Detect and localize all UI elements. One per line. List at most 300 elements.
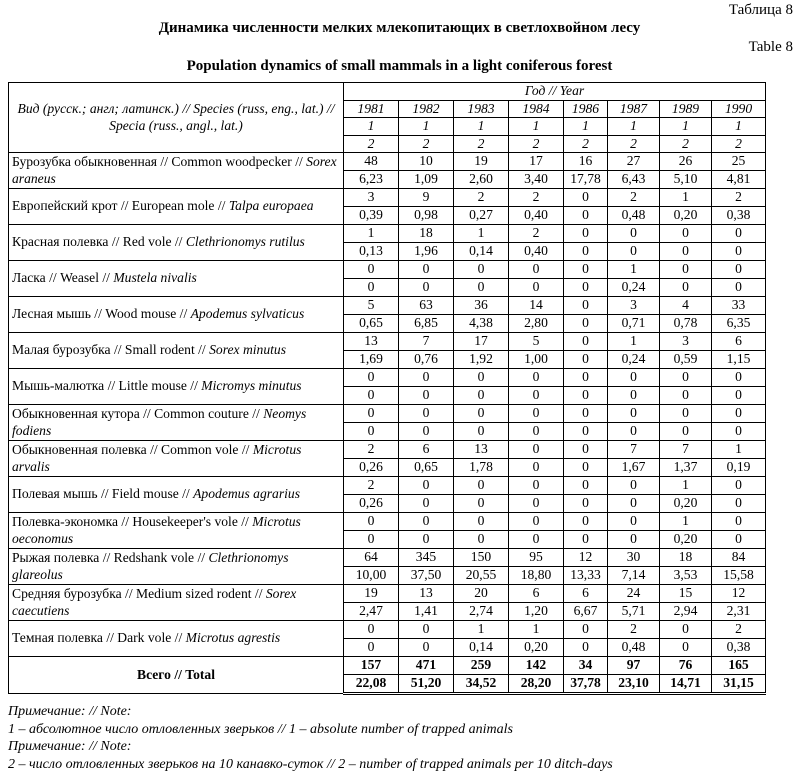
species-name-cell <box>9 405 344 441</box>
table-row <box>9 153 766 171</box>
species-common-name: Средняя бурозубка // Medium sized rodent // <box>12 586 266 601</box>
table-row <box>9 513 766 531</box>
count-cell: 2 <box>344 477 399 495</box>
count-cell: 2 <box>509 189 564 207</box>
rate-cell: 0 <box>564 459 608 477</box>
rate-cell: 15,58 <box>712 567 766 585</box>
rate-cell: 0 <box>344 423 399 441</box>
total-row <box>9 657 766 675</box>
count-cell: 1 <box>509 621 564 639</box>
rate-cell: 7,14 <box>608 567 660 585</box>
year-header: 1982 <box>399 100 454 118</box>
count-cell: 84 <box>712 549 766 567</box>
table-row <box>9 549 766 567</box>
species-common-name: Рыжая полевка // Redshank vole // <box>12 550 209 565</box>
rate-cell: 0 <box>454 279 509 297</box>
rate-cell: 0 <box>712 279 766 297</box>
rate-cell: 0 <box>509 423 564 441</box>
species-common-name: Красная полевка // Red vole // <box>12 234 186 250</box>
total-count-cell: 165 <box>712 657 766 675</box>
count-cell: 2 <box>712 189 766 207</box>
rate-cell: 0,20 <box>660 531 712 549</box>
index-2-header: 2 <box>399 135 454 153</box>
rate-cell: 0 <box>608 531 660 549</box>
rate-cell: 0 <box>399 639 454 657</box>
rate-cell: 5,71 <box>608 603 660 621</box>
rate-cell: 0 <box>564 207 608 225</box>
year-header: 1989 <box>660 100 712 118</box>
total-rate-cell: 51,20 <box>399 675 454 694</box>
count-cell: 95 <box>509 549 564 567</box>
count-cell: 12 <box>564 549 608 567</box>
rate-cell: 1,09 <box>399 171 454 189</box>
count-cell: 3 <box>660 333 712 351</box>
species-common-name: Обыкновенная кутора // Common couture // <box>12 406 264 421</box>
species-name-cell <box>9 477 344 513</box>
rate-cell: 3,53 <box>660 567 712 585</box>
count-cell: 1 <box>454 621 509 639</box>
rate-cell: 0 <box>712 423 766 441</box>
rate-cell: 0 <box>712 243 766 261</box>
table-row <box>9 585 766 603</box>
rate-cell: 0 <box>608 423 660 441</box>
count-cell: 0 <box>712 513 766 531</box>
rate-cell: 0 <box>712 387 766 405</box>
count-cell: 0 <box>399 513 454 531</box>
rate-cell: 0,78 <box>660 315 712 333</box>
species-common-name: Европейский крот // European mole // <box>12 198 229 214</box>
count-cell: 17 <box>509 153 564 171</box>
table-row <box>9 621 766 639</box>
rate-cell: 0,26 <box>344 495 399 513</box>
count-cell: 1 <box>608 261 660 279</box>
rate-cell: 0,24 <box>608 279 660 297</box>
count-cell: 6 <box>509 585 564 603</box>
rate-cell: 1,00 <box>509 351 564 369</box>
count-cell: 19 <box>344 585 399 603</box>
rate-cell: 0 <box>344 279 399 297</box>
note-1-label: Примечание: // Note: <box>8 704 132 719</box>
total-label: Всего // Total <box>9 657 344 694</box>
rate-cell: 0 <box>399 531 454 549</box>
table-row <box>9 297 766 315</box>
count-cell: 6 <box>564 585 608 603</box>
count-cell: 150 <box>454 549 509 567</box>
rate-cell: 0 <box>344 639 399 657</box>
species-latin-name: Sorex caecutiens <box>12 586 297 618</box>
rate-cell: 0 <box>660 639 712 657</box>
count-cell: 0 <box>660 405 712 423</box>
count-cell: 0 <box>564 477 608 495</box>
species-common-name: Ласка // Weasel // <box>12 270 114 286</box>
species-common-name: Обыкновенная полевка // Common vole // <box>12 442 253 457</box>
rate-cell: 0,24 <box>608 351 660 369</box>
table-row <box>9 225 766 243</box>
rate-cell: 2,80 <box>509 315 564 333</box>
species-common-name: Малая бурозубка // Small rodent // <box>12 342 210 358</box>
index-1-header: 1 <box>608 118 660 136</box>
rate-cell: 0 <box>608 387 660 405</box>
rate-cell: 0 <box>454 531 509 549</box>
species-latin-name: Neomys fodiens <box>12 406 307 438</box>
rate-cell: 0,20 <box>660 495 712 513</box>
rate-cell: 1,69 <box>344 351 399 369</box>
count-cell: 0 <box>344 621 399 639</box>
total-count-cell: 157 <box>344 657 399 675</box>
rate-cell: 1,92 <box>454 351 509 369</box>
rate-cell: 0 <box>454 495 509 513</box>
rate-cell: 0 <box>399 495 454 513</box>
rate-cell: 0 <box>454 387 509 405</box>
count-cell: 0 <box>564 333 608 351</box>
count-cell: 0 <box>509 441 564 459</box>
rate-cell: 0 <box>564 243 608 261</box>
count-cell: 5 <box>509 333 564 351</box>
count-cell: 1 <box>660 513 712 531</box>
rate-cell: 0,26 <box>344 459 399 477</box>
rate-cell: 4,38 <box>454 315 509 333</box>
index-1-header: 1 <box>660 118 712 136</box>
count-cell: 0 <box>608 477 660 495</box>
table-label-en: Table 8 <box>748 39 793 55</box>
rate-cell: 0 <box>564 495 608 513</box>
table-row <box>9 333 766 351</box>
count-cell: 0 <box>399 369 454 387</box>
count-cell: 0 <box>660 621 712 639</box>
year-header: 1984 <box>509 100 564 118</box>
species-column-header: Вид (русск.; англ; латинск.) // Species (russ, eng., lat.) // Specia (russ., angl., lat.) <box>9 83 344 153</box>
rate-cell: 0 <box>608 243 660 261</box>
count-cell: 0 <box>454 261 509 279</box>
year-group-header: Год // Year <box>344 83 766 101</box>
rate-cell: 0,27 <box>454 207 509 225</box>
index-2-header: 2 <box>564 135 608 153</box>
rate-cell: 18,80 <box>509 567 564 585</box>
species-common-name: Полевка-экономка // Housekeeper's vole // <box>12 514 253 529</box>
count-cell: 0 <box>660 369 712 387</box>
rate-cell: 0 <box>712 531 766 549</box>
rate-cell: 10,00 <box>344 567 399 585</box>
count-cell: 0 <box>509 405 564 423</box>
count-cell: 0 <box>509 477 564 495</box>
count-cell: 0 <box>564 621 608 639</box>
rate-cell: 2,47 <box>344 603 399 621</box>
rate-cell: 0 <box>564 639 608 657</box>
total-rate-cell: 28,20 <box>509 675 564 694</box>
rate-cell: 0 <box>564 351 608 369</box>
rate-cell: 1,78 <box>454 459 509 477</box>
species-name-cell <box>9 225 344 261</box>
index-1-header: 1 <box>509 118 564 136</box>
rate-cell: 0,14 <box>454 243 509 261</box>
index-2-header: 2 <box>344 135 399 153</box>
total-rate-cell: 22,08 <box>344 675 399 694</box>
rate-cell: 0 <box>454 423 509 441</box>
count-cell: 4 <box>660 297 712 315</box>
count-cell: 1 <box>344 225 399 243</box>
count-cell: 2 <box>454 189 509 207</box>
total-count-cell: 471 <box>399 657 454 675</box>
rate-cell: 0 <box>660 243 712 261</box>
count-cell: 20 <box>454 585 509 603</box>
count-cell: 0 <box>454 369 509 387</box>
index-1-header: 1 <box>712 118 766 136</box>
rate-cell: 0 <box>344 387 399 405</box>
species-name-cell <box>9 585 344 621</box>
note-1-text: 1 – абсолютное число отловленных зверьков // 1 – absolute number of trapped animals <box>8 721 513 737</box>
rate-cell: 2,94 <box>660 603 712 621</box>
total-count-cell: 97 <box>608 657 660 675</box>
rate-cell: 5,10 <box>660 171 712 189</box>
total-rate-cell: 14,71 <box>660 675 712 694</box>
rate-cell: 6,43 <box>608 171 660 189</box>
table-notes <box>8 703 613 773</box>
year-header: 1987 <box>608 100 660 118</box>
rate-cell: 0,20 <box>509 639 564 657</box>
count-cell: 1 <box>660 477 712 495</box>
count-cell: 0 <box>344 513 399 531</box>
rate-cell: 0,38 <box>712 639 766 657</box>
table-row <box>9 405 766 423</box>
rate-cell: 0,76 <box>399 351 454 369</box>
rate-cell: 0 <box>399 387 454 405</box>
species-latin-name: Sorex araneus <box>12 154 337 186</box>
rate-cell: 0 <box>564 315 608 333</box>
count-cell: 0 <box>454 513 509 531</box>
species-latin-name: Sorex minutus <box>209 342 287 358</box>
count-cell: 36 <box>454 297 509 315</box>
rate-cell: 37,50 <box>399 567 454 585</box>
count-cell: 30 <box>608 549 660 567</box>
count-cell: 48 <box>344 153 399 171</box>
rate-cell: 20,55 <box>454 567 509 585</box>
index-2-header: 2 <box>454 135 509 153</box>
population-table <box>8 82 766 695</box>
count-cell: 3 <box>608 297 660 315</box>
species-latin-name: Clethrionomys rutilus <box>185 234 305 250</box>
species-latin-name: Clethrionomys glareolus <box>12 550 289 582</box>
rate-cell: 6,85 <box>399 315 454 333</box>
species-common-name: Полевая мышь // Field mouse // <box>12 486 194 502</box>
rate-cell: 0 <box>509 459 564 477</box>
total-rate-cell: 37,78 <box>564 675 608 694</box>
count-cell: 0 <box>564 261 608 279</box>
year-header: 1986 <box>564 100 608 118</box>
total-count-cell: 259 <box>454 657 509 675</box>
count-cell: 13 <box>344 333 399 351</box>
count-cell: 2 <box>509 225 564 243</box>
index-1-header: 1 <box>564 118 608 136</box>
rate-cell: 0,19 <box>712 459 766 477</box>
species-name-cell <box>9 441 344 477</box>
rate-cell: 0,38 <box>712 207 766 225</box>
count-cell: 0 <box>564 441 608 459</box>
species-common-name: Лесная мышь // Wood mouse // <box>12 306 191 322</box>
rate-cell: 1,41 <box>399 603 454 621</box>
rate-cell: 1,15 <box>712 351 766 369</box>
year-header: 1981 <box>344 100 399 118</box>
count-cell: 13 <box>454 441 509 459</box>
species-latin-name: Apodemus sylvaticus <box>190 306 305 322</box>
rate-cell: 0 <box>660 279 712 297</box>
count-cell: 2 <box>344 441 399 459</box>
species-name-cell <box>9 153 344 189</box>
count-cell: 18 <box>660 549 712 567</box>
count-cell: 0 <box>608 513 660 531</box>
count-cell: 2 <box>712 621 766 639</box>
rate-cell: 0 <box>564 387 608 405</box>
count-cell: 63 <box>399 297 454 315</box>
count-cell: 16 <box>564 153 608 171</box>
count-cell: 0 <box>399 405 454 423</box>
index-2-header: 2 <box>608 135 660 153</box>
species-latin-name: Micromys minutus <box>201 378 302 394</box>
total-rate-cell: 23,10 <box>608 675 660 694</box>
rate-cell: 0 <box>608 495 660 513</box>
count-cell: 10 <box>399 153 454 171</box>
count-cell: 0 <box>564 189 608 207</box>
table-row <box>9 477 766 495</box>
count-cell: 0 <box>712 477 766 495</box>
rate-cell: 0 <box>509 531 564 549</box>
rate-cell: 6,35 <box>712 315 766 333</box>
species-name-cell <box>9 189 344 225</box>
rate-cell: 0 <box>712 495 766 513</box>
count-cell: 0 <box>509 513 564 531</box>
count-cell: 19 <box>454 153 509 171</box>
rate-cell: 0,14 <box>454 639 509 657</box>
count-cell: 25 <box>712 153 766 171</box>
count-cell: 0 <box>399 261 454 279</box>
rate-cell: 6,23 <box>344 171 399 189</box>
rate-cell: 0 <box>344 531 399 549</box>
total-rate-cell: 31,15 <box>712 675 766 694</box>
rate-cell: 0 <box>564 423 608 441</box>
count-cell: 7 <box>399 333 454 351</box>
count-cell: 345 <box>399 549 454 567</box>
rate-cell: 0 <box>399 279 454 297</box>
total-count-cell: 34 <box>564 657 608 675</box>
table-row <box>9 189 766 207</box>
species-common-name: Мышь-малютка // Little mouse // <box>12 378 202 394</box>
count-cell: 0 <box>660 261 712 279</box>
count-cell: 0 <box>399 621 454 639</box>
count-cell: 0 <box>608 405 660 423</box>
count-cell: 27 <box>608 153 660 171</box>
total-count-cell: 142 <box>509 657 564 675</box>
rate-cell: 0 <box>509 495 564 513</box>
species-latin-name: Microtus agrestis <box>185 630 281 646</box>
count-cell: 6 <box>399 441 454 459</box>
rate-cell: 0,65 <box>344 315 399 333</box>
table-row <box>9 261 766 279</box>
species-common-name: Темная полевка // Dark vole // <box>12 630 186 646</box>
rate-cell: 0 <box>564 531 608 549</box>
count-cell: 3 <box>344 189 399 207</box>
rate-cell: 1,20 <box>509 603 564 621</box>
species-name-cell <box>9 549 344 585</box>
species-latin-name: Apodemus agrarius <box>193 486 300 502</box>
species-common-name: Бурозубка обыкновенная // Common woodpecker // <box>12 154 307 169</box>
rate-cell: 0,98 <box>399 207 454 225</box>
count-cell: 5 <box>344 297 399 315</box>
rate-cell: 13,33 <box>564 567 608 585</box>
count-cell: 2 <box>608 189 660 207</box>
rate-cell: 1,67 <box>608 459 660 477</box>
rate-cell: 3,40 <box>509 171 564 189</box>
table-title-ru: Динамика численности мелких млекопитающих в светлохвойном лесу <box>158 20 641 36</box>
species-name-cell <box>9 621 344 657</box>
count-cell: 0 <box>344 261 399 279</box>
species-name-cell <box>9 369 344 405</box>
count-cell: 0 <box>712 369 766 387</box>
species-latin-name: Talpa europaea <box>228 198 314 214</box>
count-cell: 0 <box>564 297 608 315</box>
count-cell: 0 <box>509 261 564 279</box>
total-rate-cell: 34,52 <box>454 675 509 694</box>
count-cell: 2 <box>608 621 660 639</box>
rate-cell: 0,48 <box>608 639 660 657</box>
count-cell: 0 <box>564 513 608 531</box>
count-cell: 0 <box>712 225 766 243</box>
table-row <box>9 369 766 387</box>
rate-cell: 0,39 <box>344 207 399 225</box>
table-row <box>9 441 766 459</box>
count-cell: 13 <box>399 585 454 603</box>
index-1-header: 1 <box>344 118 399 136</box>
count-cell: 0 <box>608 369 660 387</box>
count-cell: 15 <box>660 585 712 603</box>
rate-cell: 0,71 <box>608 315 660 333</box>
species-name-cell <box>9 261 344 297</box>
index-2-header: 2 <box>660 135 712 153</box>
year-header: 1983 <box>454 100 509 118</box>
count-cell: 0 <box>608 225 660 243</box>
count-cell: 18 <box>399 225 454 243</box>
count-cell: 0 <box>399 477 454 495</box>
rate-cell: 0 <box>660 387 712 405</box>
note-2-text: 2 – число отловленных зверьков на 10 канавко-суток // 2 – number of trapped animals per 10 ditch-days <box>8 756 613 772</box>
count-cell: 33 <box>712 297 766 315</box>
rate-cell: 17,78 <box>564 171 608 189</box>
rate-cell: 6,67 <box>564 603 608 621</box>
table-label-ru: Таблица 8 <box>728 2 793 18</box>
note-2-label: Примечание: // Note: <box>8 739 132 754</box>
count-cell: 6 <box>712 333 766 351</box>
table-title-en: Population dynamics of small mammals in a light coniferous forest <box>186 58 613 74</box>
count-cell: 0 <box>660 225 712 243</box>
count-cell: 1 <box>660 189 712 207</box>
count-cell: 0 <box>344 405 399 423</box>
species-name-cell <box>9 297 344 333</box>
rate-cell: 2,74 <box>454 603 509 621</box>
count-cell: 1 <box>454 225 509 243</box>
rate-cell: 0,48 <box>608 207 660 225</box>
rate-cell: 0,20 <box>660 207 712 225</box>
rate-cell: 2,60 <box>454 171 509 189</box>
count-cell: 7 <box>608 441 660 459</box>
rate-cell: 0,40 <box>509 243 564 261</box>
rate-cell: 0,59 <box>660 351 712 369</box>
count-cell: 1 <box>712 441 766 459</box>
count-cell: 17 <box>454 333 509 351</box>
rate-cell: 0 <box>660 423 712 441</box>
year-header: 1990 <box>712 100 766 118</box>
rate-cell: 2,31 <box>712 603 766 621</box>
rate-cell: 4,81 <box>712 171 766 189</box>
rate-cell: 1,96 <box>399 243 454 261</box>
rate-cell: 0 <box>509 387 564 405</box>
